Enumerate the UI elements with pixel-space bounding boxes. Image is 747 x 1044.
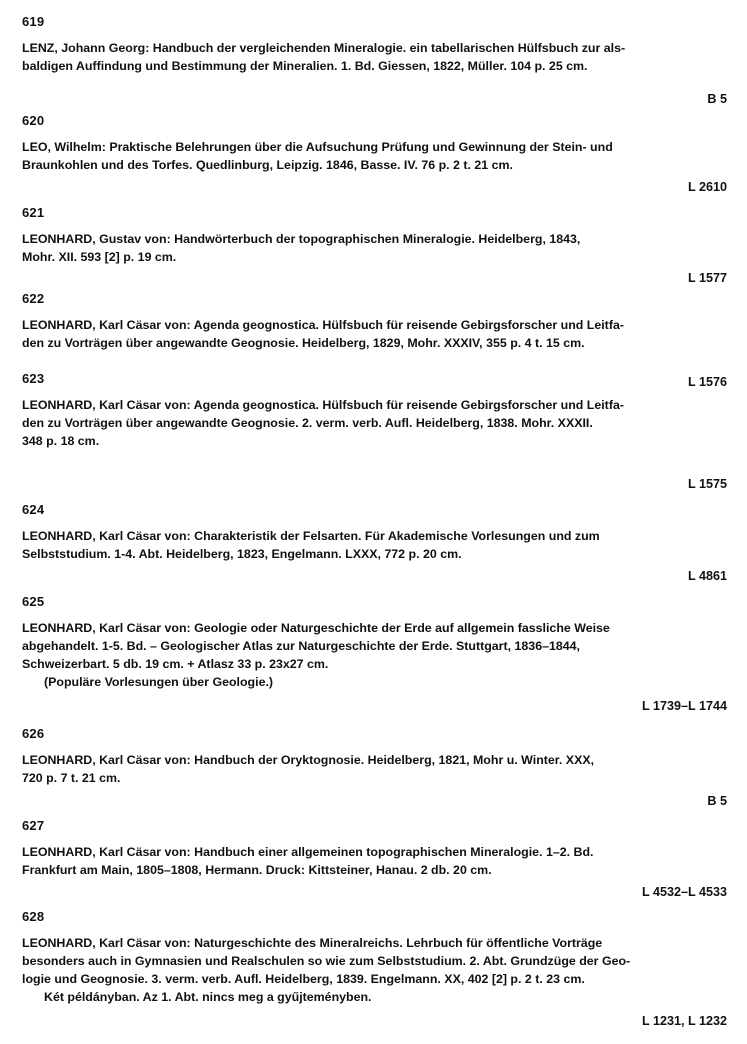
entry-line: abgehandelt. 1-5. Bd. – Geologischer Atlas zur Naturgeschichte der Erde. Stuttgart, 1836–1844, — [22, 639, 580, 653]
entry-line: den zu Vorträgen über angewandte Geognosie. Heidelberg, 1829, Mohr. XXXIV, 355 p. 4 t. 15 cm. — [22, 336, 585, 350]
entry-description — [22, 527, 727, 563]
catalog-entry-627 — [22, 818, 727, 899]
entry-line: LEONHARD, Karl Cäsar von: Naturgeschichte des Mineralreichs. Lehrbuch für öffentliche Vorträge — [22, 936, 603, 950]
entry-description — [22, 751, 727, 787]
catalog-entry-628 — [22, 909, 727, 1028]
entry-line: baldigen Auffindung und Bestimmung der Mineralien. 1. Bd. Giessen, 1822, Müller. 104 p. 25 cm. — [22, 59, 588, 73]
entry-description — [22, 316, 727, 352]
entry-number: 625 — [22, 594, 45, 609]
entry-description — [22, 39, 727, 75]
entry-line: Mohr. XII. 593 [2] p. 19 cm. — [22, 250, 177, 264]
call-number: L 1575 — [688, 477, 727, 491]
entry-note: (Populäre Vorlesungen über Geologie.) — [44, 675, 274, 689]
entry-line: 720 p. 7 t. 21 cm. — [22, 771, 121, 785]
catalog-entry-624 — [22, 502, 727, 583]
catalog-entry-626 — [22, 726, 727, 808]
entry-number: 619 — [22, 14, 45, 29]
entry-number: 623 — [22, 371, 45, 386]
entry-line: LEONHARD, Karl Cäsar von: Charakteristik der Felsarten. Für Akademische Vorlesungen und zum — [22, 529, 600, 543]
entry-line: 348 p. 18 cm. — [22, 434, 100, 448]
call-number: L 4532–L 4533 — [642, 885, 727, 899]
call-number: L 1739–L 1744 — [642, 699, 727, 713]
catalog-entry-620 — [22, 113, 727, 194]
entry-line: LEONHARD, Gustav von: Handwörterbuch der topographischen Mineralogie. Heidelberg, 1843, — [22, 232, 581, 246]
entry-description — [22, 396, 727, 450]
entry-description — [22, 138, 727, 174]
entry-line: besonders auch in Gymnasien und Realschulen so wie zum Selbststudium. 2. Abt. Grundzüge der Geo- — [22, 954, 631, 968]
entry-note: Két példányban. Az 1. Abt. nincs meg a gyűjteményben. — [44, 990, 372, 1004]
catalog-entry-625 — [22, 594, 727, 713]
entry-line: Schweizerbart. 5 db. 19 cm. + Atlasz 33 p. 23x27 cm. — [22, 657, 329, 671]
entry-number: 620 — [22, 113, 45, 128]
entry-line: LEO, Wilhelm: Praktische Belehrungen über die Aufsuchung Prüfung und Gewinnung der Stein- und — [22, 140, 613, 154]
entry-description — [22, 934, 727, 988]
entry-line: Frankfurt am Main, 1805–1808, Hermann. Druck: Kittsteiner, Hanau. 2 db. 20 cm. — [22, 863, 492, 877]
entry-line: den zu Vorträgen über angewandte Geognosie. 2. verm. verb. Aufl. Heidelberg, 1838. Mohr. XXXII. — [22, 416, 593, 430]
call-number: B 5 — [707, 92, 727, 106]
entry-line: LEONHARD, Karl Cäsar von: Agenda geognostica. Hülfsbuch für reisende Gebirgsforscher und Leitfa- — [22, 318, 624, 332]
entry-line: Braunkohlen und des Torfes. Quedlinburg, Leipzig. 1846, Basse. IV. 76 p. 2 t. 21 cm. — [22, 158, 513, 172]
entry-line: LEONHARD, Karl Cäsar von: Geologie oder Naturgeschichte der Erde auf allgemein fassliche Weise — [22, 621, 610, 635]
entry-number: 622 — [22, 291, 45, 306]
call-number: L 1577 — [688, 271, 727, 285]
entry-number: 628 — [22, 909, 45, 924]
catalog-entry-623 — [22, 371, 727, 491]
entry-line: logie und Geognosie. 3. verm. verb. Aufl. Heidelberg, 1839. Engelmann. XX, 402 [2] p. 2 t. 23 cm. — [22, 972, 585, 986]
entry-number: 627 — [22, 818, 45, 833]
entry-line: Selbststudium. 1-4. Abt. Heidelberg, 1823, Engelmann. LXXX, 772 p. 20 cm. — [22, 547, 462, 561]
entry-line: LEONHARD, Karl Cäsar von: Handbuch einer allgemeinen topographischen Mineralogie. 1–2. Bd. — [22, 845, 594, 859]
catalog-entry-621 — [22, 205, 727, 285]
catalog-entry-619 — [22, 14, 727, 106]
entry-number: 621 — [22, 205, 45, 220]
entry-description — [22, 230, 727, 266]
entry-description — [22, 843, 727, 879]
call-number: L 2610 — [688, 180, 727, 194]
entry-number: 626 — [22, 726, 45, 741]
call-number: L 4861 — [688, 569, 727, 583]
entry-line: LENZ, Johann Georg: Handbuch der vergleichenden Mineralogie. ein tabellarischen Hülfsbuch zur als- — [22, 41, 626, 55]
entry-description — [22, 619, 727, 673]
entry-line: LEONHARD, Karl Cäsar von: Handbuch der Oryktognosie. Heidelberg, 1821, Mohr u. Winter. XXX, — [22, 753, 595, 767]
entry-number: 624 — [22, 502, 45, 517]
call-number: L 1576 — [688, 375, 727, 389]
entry-line: LEONHARD, Karl Cäsar von: Agenda geognostica. Hülfsbuch für reisende Gebirgsforscher und Leitfa- — [22, 398, 624, 412]
call-number: L 1231, L 1232 — [642, 1014, 727, 1028]
call-number: B 5 — [707, 794, 727, 808]
